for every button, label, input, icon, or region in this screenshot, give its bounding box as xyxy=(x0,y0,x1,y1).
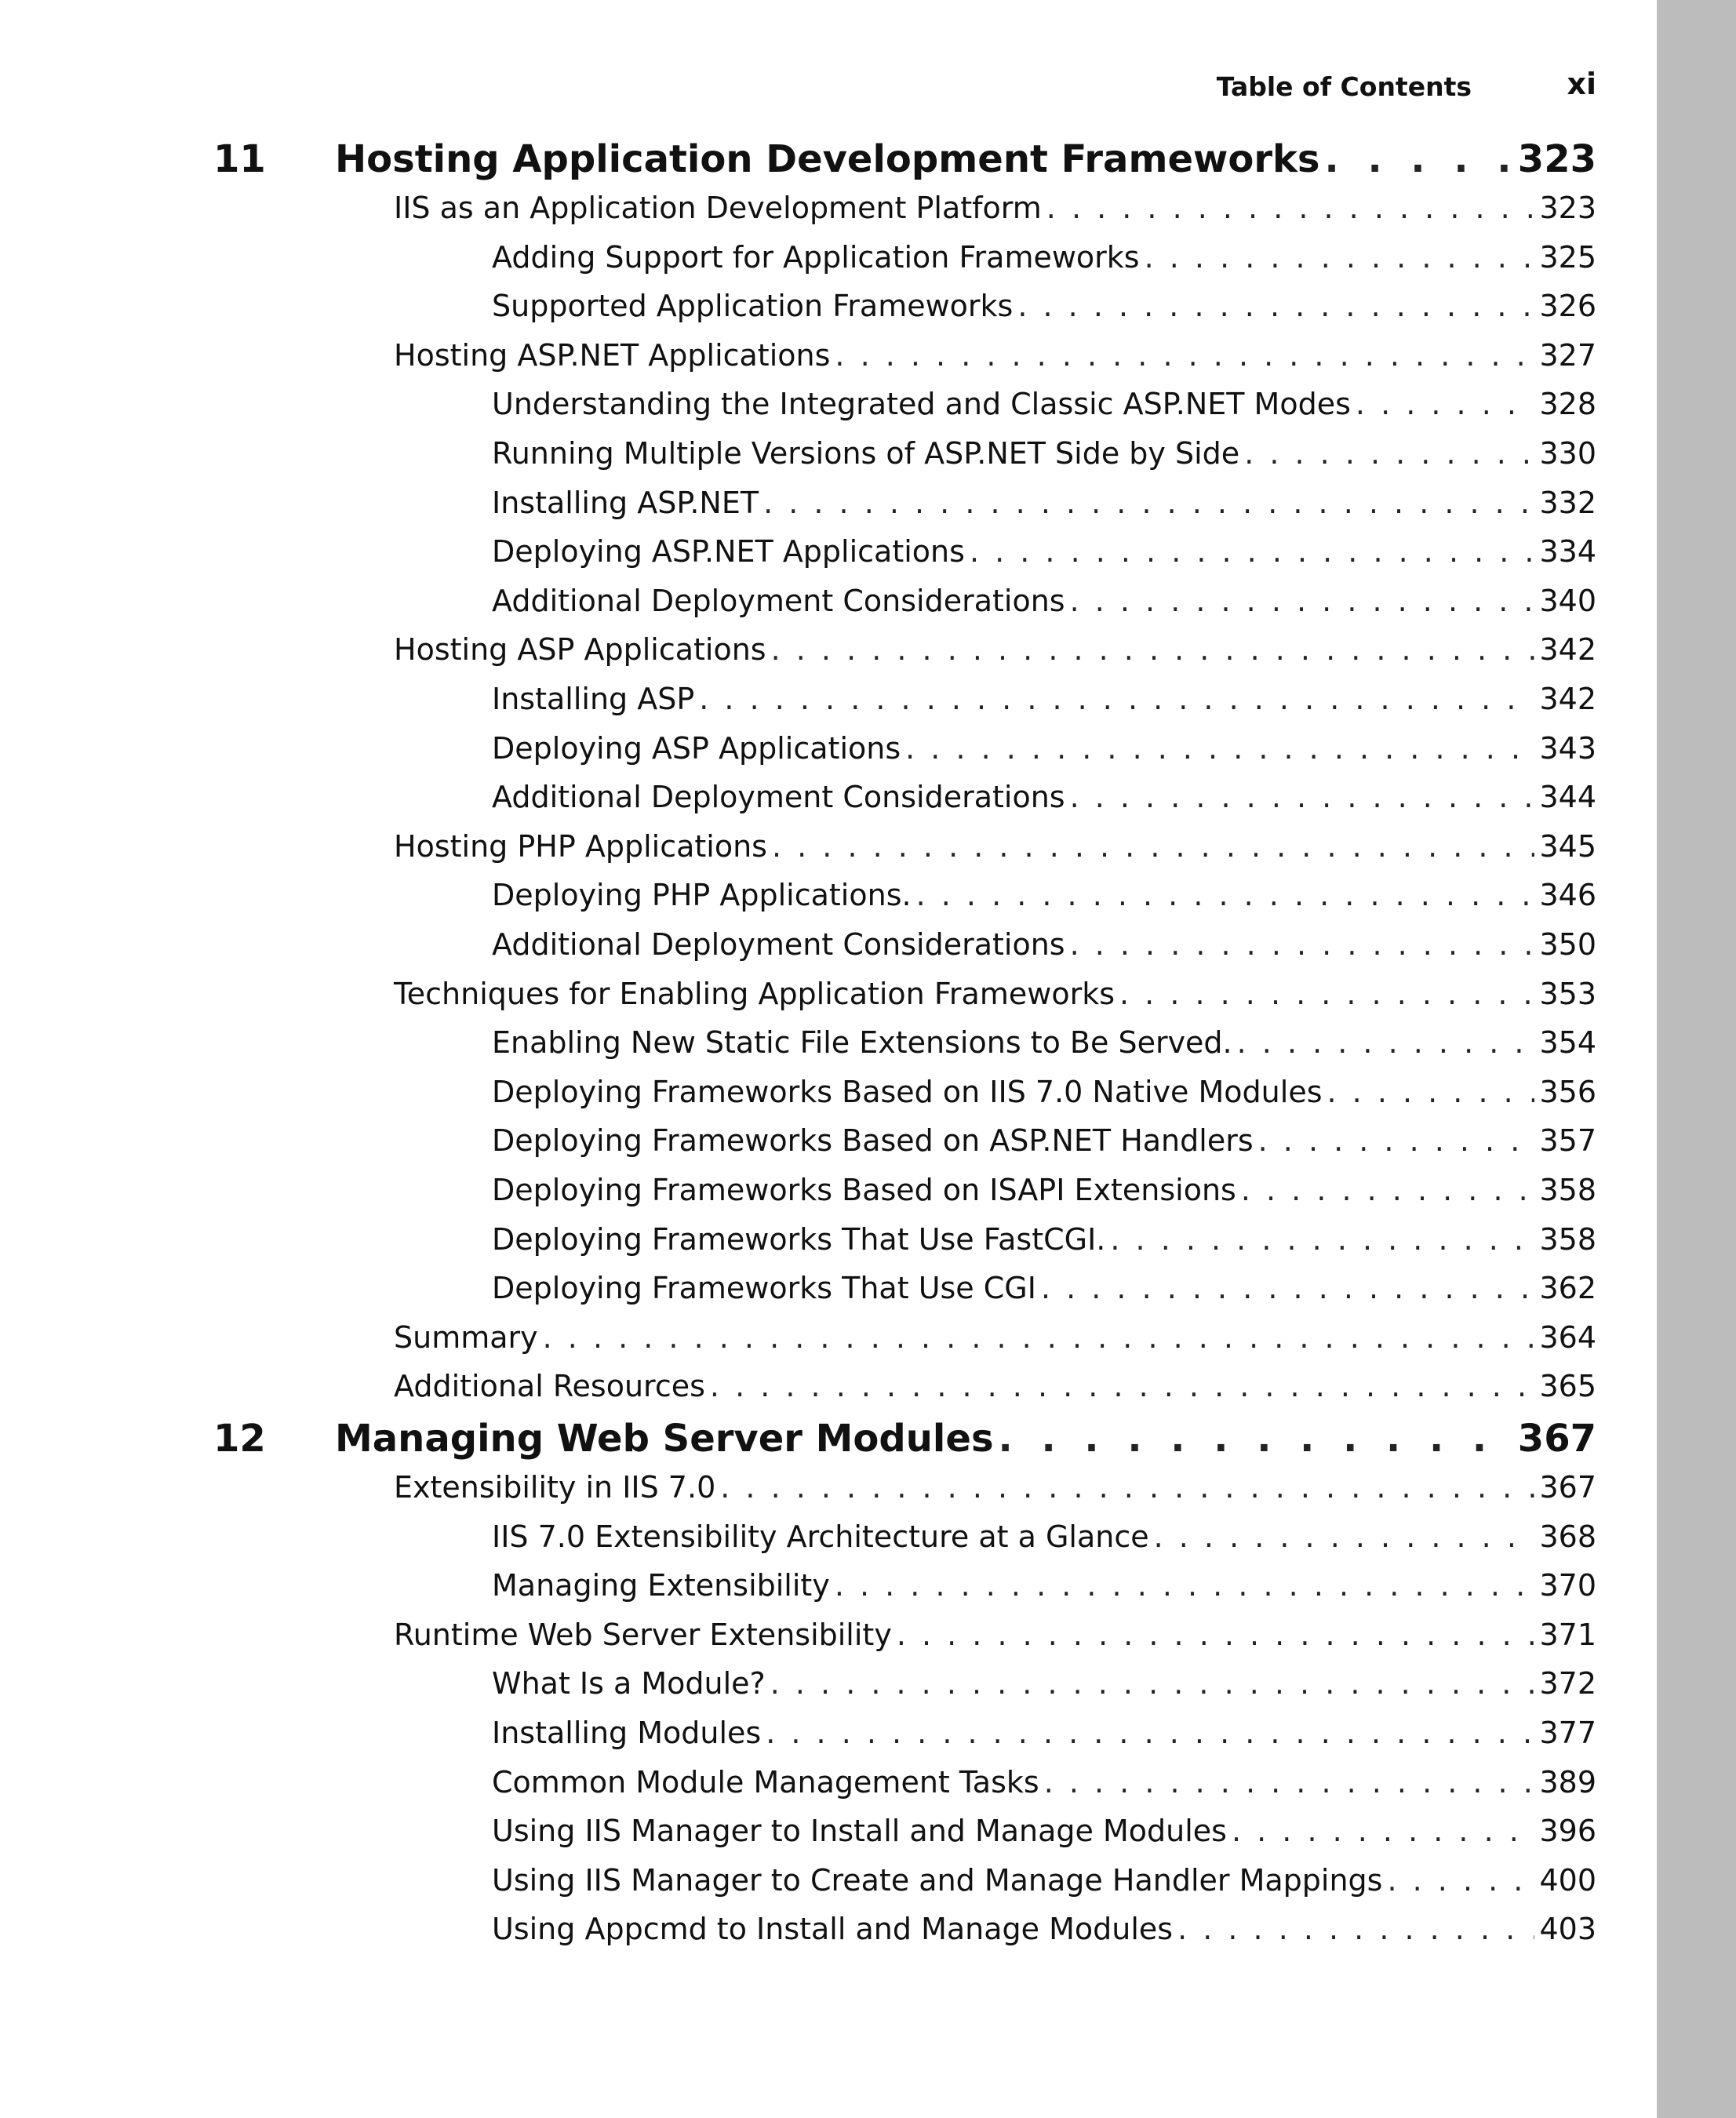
toc-subsection-entry[interactable] xyxy=(492,731,1596,770)
dot-leader xyxy=(970,534,1535,569)
entry-title: Deploying Frameworks Based on ISAPI Extensions xyxy=(492,1173,1236,1207)
toc-subsection-entry[interactable] xyxy=(492,1519,1596,1559)
toc-subsection-entry[interactable] xyxy=(492,436,1596,475)
dot-leader xyxy=(835,1568,1535,1603)
entry-page-number: 334 xyxy=(1539,534,1596,569)
dot-leader xyxy=(1070,927,1535,962)
entry-title: Deploying ASP.NET Applications xyxy=(492,534,965,569)
toc-subsection-entry[interactable] xyxy=(492,1271,1596,1310)
toc-subsection-entry[interactable] xyxy=(492,1716,1596,1755)
toc-section-entry[interactable] xyxy=(394,191,1596,230)
dot-leader xyxy=(763,486,1534,520)
dot-leader xyxy=(1017,289,1534,323)
entry-page-number: 325 xyxy=(1539,240,1596,275)
entry-title: Hosting PHP Applications xyxy=(394,829,767,864)
entry-page-number: 340 xyxy=(1539,584,1596,618)
toc-section-entry[interactable] xyxy=(394,1369,1596,1408)
entry-title: Techniques for Enabling Application Frameworks xyxy=(394,977,1115,1011)
entry-title: Additional Resources xyxy=(394,1369,705,1403)
entry-title: Using IIS Manager to Create and Manage Handler Mappings xyxy=(492,1863,1383,1898)
entry-title: IIS 7.0 Extensibility Architecture at a Glance xyxy=(492,1519,1149,1554)
entry-title: Deploying Frameworks That Use FastCGI. xyxy=(492,1222,1106,1257)
entry-page-number: 342 xyxy=(1539,632,1596,667)
dot-leader xyxy=(1119,977,1534,1011)
entry-title: What Is a Module? xyxy=(492,1666,766,1701)
dot-leader xyxy=(770,1666,1535,1701)
dot-leader xyxy=(1325,137,1513,181)
dot-leader xyxy=(710,1369,1535,1403)
entry-title: Running Multiple Versions of ASP.NET Side by Side xyxy=(492,436,1240,471)
dot-leader xyxy=(835,338,1534,373)
entry-page-number: 362 xyxy=(1539,1271,1596,1305)
entry-page-number: 330 xyxy=(1539,436,1596,471)
toc-section-entry[interactable] xyxy=(394,632,1596,671)
dot-leader xyxy=(1145,240,1535,275)
chapter-number: 11 xyxy=(213,137,266,181)
entry-title: Installing ASP.NET xyxy=(492,486,759,520)
entry-page-number: 328 xyxy=(1539,387,1596,421)
entry-page-number: 396 xyxy=(1539,1814,1596,1848)
entry-title: Installing ASP xyxy=(492,682,695,716)
entry-title: Additional Deployment Considerations xyxy=(492,927,1065,962)
dot-leader xyxy=(766,1716,1534,1750)
dot-leader xyxy=(1041,1271,1535,1305)
entry-title: Managing Extensibility xyxy=(492,1568,830,1603)
entry-page-number: 364 xyxy=(1539,1320,1596,1355)
entry-page-number: 371 xyxy=(1539,1618,1596,1652)
entry-page-number: 332 xyxy=(1539,486,1596,520)
toc-subsection-entry[interactable] xyxy=(492,1666,1596,1705)
running-head-title: Table of Contents xyxy=(1216,71,1472,102)
toc-subsection-entry[interactable] xyxy=(492,780,1596,819)
toc-subsection-entry[interactable] xyxy=(492,1814,1596,1853)
entry-title: Hosting ASP.NET Applications xyxy=(394,338,831,373)
toc-subsection-entry[interactable] xyxy=(492,1222,1596,1261)
toc-subsection-entry[interactable] xyxy=(492,682,1596,721)
dot-leader xyxy=(1070,584,1535,618)
toc-subsection-entry[interactable] xyxy=(492,240,1596,279)
dot-leader xyxy=(1070,780,1535,814)
entry-title: Additional Deployment Considerations xyxy=(492,780,1065,814)
entry-title: Deploying ASP Applications xyxy=(492,731,901,766)
entry-title: Common Module Management Tasks xyxy=(492,1765,1039,1800)
entry-page-number: 372 xyxy=(1539,1666,1596,1701)
entry-title: Additional Deployment Considerations xyxy=(492,584,1065,618)
entry-page-number: 368 xyxy=(1539,1519,1596,1554)
toc-subsection-entry[interactable] xyxy=(492,289,1596,328)
entry-page-number: 365 xyxy=(1539,1369,1596,1403)
entry-page-number: 354 xyxy=(1539,1025,1596,1060)
entry-page-number: 350 xyxy=(1539,927,1596,962)
entry-page-number: 327 xyxy=(1539,338,1596,373)
dot-leader xyxy=(1110,1222,1534,1257)
entry-title: Understanding the Integrated and Classic ASP.NET Modes xyxy=(492,387,1351,421)
toc-subsection-entry[interactable] xyxy=(492,1765,1596,1804)
dot-leader xyxy=(916,878,1535,912)
entry-page-number: 358 xyxy=(1539,1173,1596,1207)
toc-subsection-entry[interactable] xyxy=(492,534,1596,573)
toc-subsection-entry[interactable] xyxy=(492,486,1596,525)
running-head-page-number: xi xyxy=(1567,67,1596,101)
toc-subsection-entry[interactable] xyxy=(492,927,1596,966)
toc-section-entry[interactable] xyxy=(394,1470,1596,1509)
toc-section-entry[interactable] xyxy=(394,338,1596,377)
toc-subsection-entry[interactable] xyxy=(492,1863,1596,1902)
dot-leader xyxy=(1237,1025,1535,1060)
chapter-page-number: 367 xyxy=(1517,1417,1596,1461)
entry-page-number: 342 xyxy=(1539,682,1596,716)
dot-leader xyxy=(1258,1123,1535,1158)
entry-page-number: 345 xyxy=(1539,829,1596,864)
dot-leader xyxy=(897,1618,1535,1652)
entry-page-number: 356 xyxy=(1539,1075,1596,1109)
entry-page-number: 370 xyxy=(1539,1568,1596,1603)
dot-leader xyxy=(999,1417,1513,1461)
entry-title: Runtime Web Server Extensibility xyxy=(394,1618,892,1652)
dot-leader xyxy=(699,682,1534,716)
dot-leader xyxy=(1154,1519,1535,1554)
entry-title: Enabling New Static File Extensions to Be Served. xyxy=(492,1025,1232,1060)
entry-title: Supported Application Frameworks xyxy=(492,289,1014,323)
entry-page-number: 389 xyxy=(1539,1765,1596,1800)
entry-title: Adding Support for Application Frameworks xyxy=(492,240,1140,275)
entry-title: Deploying Frameworks Based on IIS 7.0 Native Modules xyxy=(492,1075,1323,1109)
chapter-page-number: 323 xyxy=(1517,137,1596,181)
toc-section-entry[interactable] xyxy=(394,1320,1596,1359)
entry-page-number: 326 xyxy=(1539,289,1596,323)
toc-subsection-entry[interactable] xyxy=(492,584,1596,623)
toc-section-entry[interactable] xyxy=(394,829,1596,868)
entry-title: Deploying Frameworks Based on ASP.NET Handlers xyxy=(492,1123,1254,1158)
entry-title: IIS as an Application Development Platform xyxy=(394,191,1042,225)
toc-subsection-entry[interactable] xyxy=(492,1075,1596,1114)
entry-title: Using IIS Manager to Install and Manage Modules xyxy=(492,1814,1227,1848)
dot-leader xyxy=(543,1320,1535,1355)
dot-leader xyxy=(1356,387,1535,421)
entry-page-number: 367 xyxy=(1539,1470,1596,1505)
entry-page-number: 377 xyxy=(1539,1716,1596,1750)
entry-page-number: 353 xyxy=(1539,977,1596,1011)
chapter-title: Managing Web Server Modules xyxy=(335,1417,994,1461)
entry-title: Hosting ASP Applications xyxy=(394,632,766,667)
entry-page-number: 400 xyxy=(1539,1863,1596,1898)
chapter-title: Hosting Application Development Frameworks xyxy=(335,137,1320,181)
toc-subsection-entry[interactable] xyxy=(492,878,1596,917)
page-edge-margin xyxy=(1657,0,1736,2118)
entry-page-number: 358 xyxy=(1539,1222,1596,1257)
entry-page-number: 344 xyxy=(1539,780,1596,814)
dot-leader xyxy=(1177,1912,1534,1946)
dot-leader xyxy=(1241,1173,1535,1207)
dot-leader xyxy=(772,829,1535,864)
toc-subsection-entry[interactable] xyxy=(492,1173,1596,1212)
toc-section-entry[interactable] xyxy=(394,1618,1596,1657)
entry-page-number: 343 xyxy=(1539,731,1596,766)
entry-title: Summary xyxy=(394,1320,538,1355)
chapter-number: 12 xyxy=(213,1417,266,1461)
toc-subsection-entry[interactable] xyxy=(492,1912,1596,1951)
entry-title: Extensibility in IIS 7.0 xyxy=(394,1470,716,1505)
entry-title: Deploying Frameworks That Use CGI xyxy=(492,1271,1036,1305)
chapter-heading[interactable] xyxy=(335,137,1596,186)
entry-title: Deploying PHP Applications. xyxy=(492,878,912,912)
chapter-heading[interactable] xyxy=(335,1417,1596,1465)
toc-subsection-entry[interactable] xyxy=(492,1568,1596,1607)
toc-section-entry[interactable] xyxy=(394,977,1596,1016)
dot-leader xyxy=(1046,191,1535,225)
dot-leader xyxy=(771,632,1535,667)
entry-page-number: 346 xyxy=(1539,878,1596,912)
toc-subsection-entry[interactable] xyxy=(492,1123,1596,1163)
dot-leader xyxy=(1327,1075,1535,1109)
dot-leader xyxy=(1387,1863,1534,1898)
entry-title: Installing Modules xyxy=(492,1716,762,1750)
dot-leader xyxy=(905,731,1534,766)
entry-page-number: 323 xyxy=(1539,191,1596,225)
entry-title: Using Appcmd to Install and Manage Modules xyxy=(492,1912,1174,1946)
entry-page-number: 357 xyxy=(1539,1123,1596,1158)
toc-subsection-entry[interactable] xyxy=(492,1025,1596,1064)
dot-leader xyxy=(1244,436,1534,471)
dot-leader xyxy=(1232,1814,1534,1848)
dot-leader xyxy=(720,1470,1534,1505)
toc-subsection-entry[interactable] xyxy=(492,387,1596,426)
dot-leader xyxy=(1044,1765,1535,1800)
entry-page-number: 403 xyxy=(1539,1912,1596,1946)
